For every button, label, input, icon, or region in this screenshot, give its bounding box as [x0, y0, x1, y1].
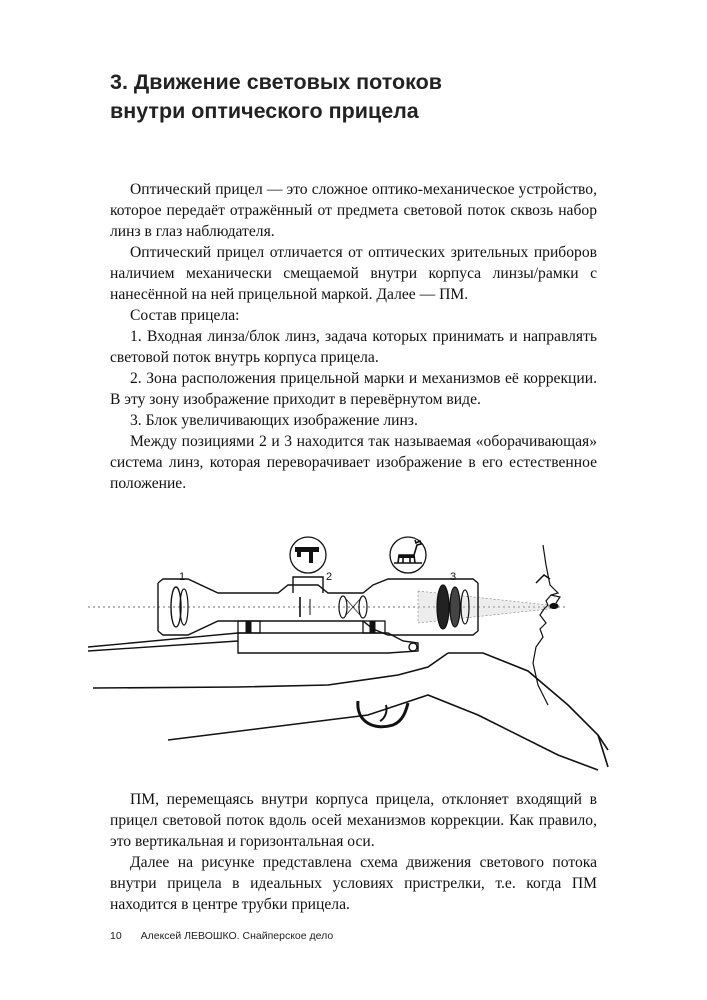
scope-diagram-figure	[88, 535, 688, 780]
paragraph: Оптический прицел — это сложное оптико-механическое устройство, которое передаёт отражённый от предмета световой поток сквозь набор линз в глаз наблюдателя.	[110, 181, 597, 240]
scope-diagram	[88, 535, 688, 780]
body-text-top	[110, 179, 597, 494]
reticle-inverted-icon	[290, 537, 326, 573]
page-title	[110, 68, 630, 126]
page-number: 10	[110, 930, 122, 942]
list-item: 3. Блок увеличивающих изображение линз.	[130, 412, 418, 429]
running-footer-text: Алексей ЛЕВОШКО. Снайперское дело	[140, 930, 334, 942]
figure-label-1: 1	[179, 571, 186, 583]
paragraph: Между позициями 2 и 3 находится так называемая «оборачивающая» система линз, которая переворачивает изображение в его естественное положение.	[110, 433, 597, 492]
paragraph: Оптический прицел отличается от оптических зрительных приборов наличием механически смещаемой внутри корпуса линзы/рамки с нанесённой на ней прицельной маркой. Далее — ПМ.	[110, 244, 597, 303]
rifle-stock	[93, 653, 608, 770]
title-line-1: 3. Движение световых потоков	[110, 70, 442, 94]
rifle-barrel	[88, 633, 418, 653]
paragraph: ПМ, перемещаясь внутри корпуса прицела, отклоняет входящий в прицел световой поток вдоль осей механизмов коррекции. Как правило, это вертикальная и горизонтальная оси.	[110, 791, 597, 850]
shooter-face	[533, 545, 560, 705]
list-item: 2. Зона расположения прицельной марки и механизмов её коррекции. В эту зону изображение приходит в перевёрнутом виде.	[110, 370, 597, 408]
list-item: 1. Входная линза/блок линз, задача которых принимать и направлять световой поток внутрь корпуса прицела.	[110, 328, 597, 366]
body-text-bottom	[110, 789, 597, 915]
figure-label-2: 2	[326, 571, 333, 583]
title-line-2: внутри оптического прицела	[110, 99, 419, 123]
figure-label-3: 3	[450, 571, 457, 583]
paragraph: Состав прицела:	[130, 307, 240, 324]
deer-upright-icon	[390, 537, 426, 573]
scope-mounts	[238, 621, 385, 633]
page-footer	[110, 930, 597, 942]
paragraph: Далее на рисунке представлена схема движения светового потока внутри прицела в идеальных условиях пристрелки, т.е. когда ПМ находится в центре трубки прицела.	[110, 854, 597, 913]
